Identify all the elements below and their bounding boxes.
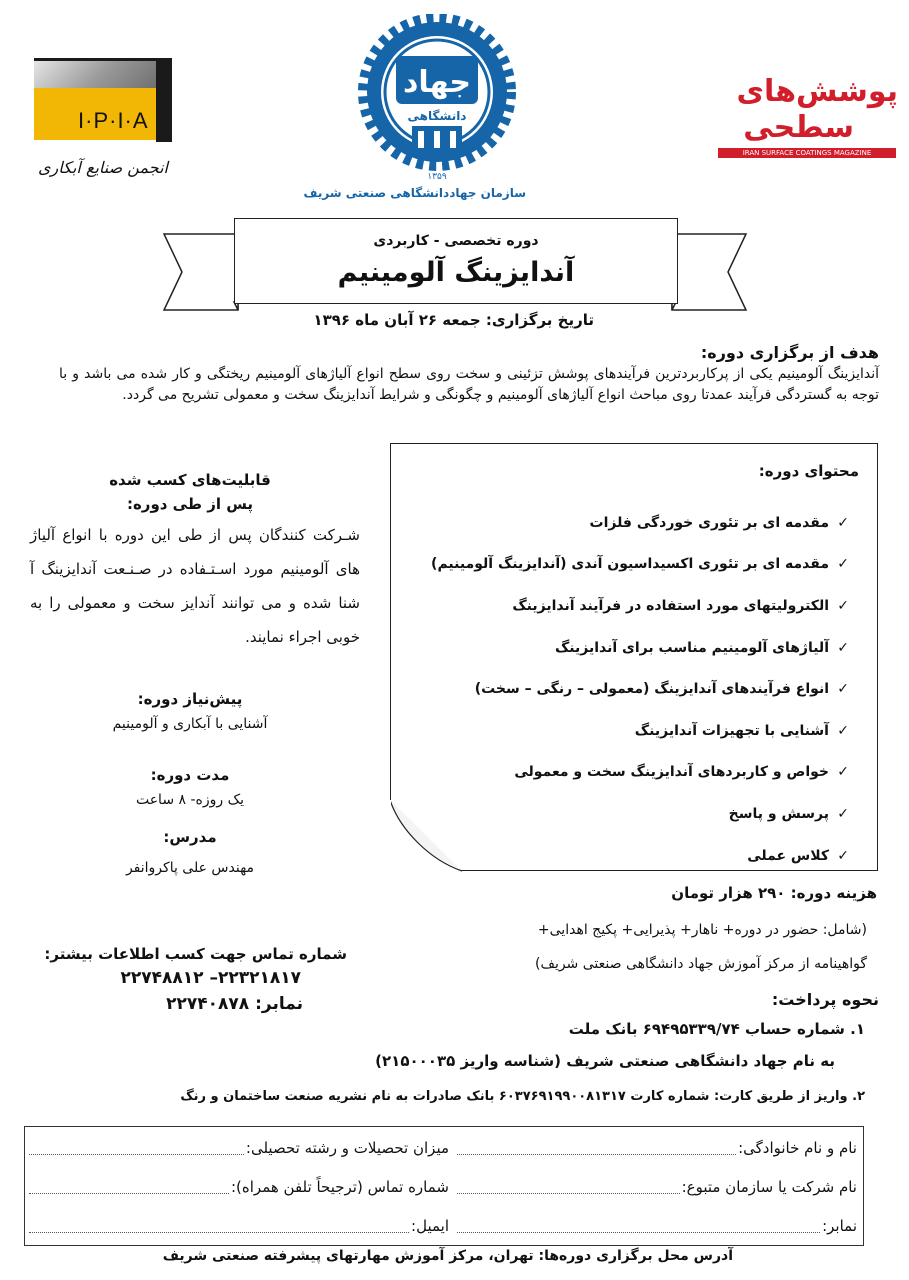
email-label: ایمیل: xyxy=(411,1217,449,1235)
contact-heading: شماره تماس جهت کسب اطلاعات بیشتر: xyxy=(44,945,347,963)
banner-center xyxy=(234,218,678,304)
teacher-text: مهندس علی پاکروانفر xyxy=(125,860,255,876)
ipia-logo-text: I·P·I·A xyxy=(78,108,149,133)
phone-field[interactable] xyxy=(29,1168,449,1206)
payment-method-1-detail: به نام جهاد دانشگاهی صنعتی شریف (شناسه واریز ۲۱۵۰۰۰۳۵) xyxy=(375,1052,835,1070)
list-item: ✓ پرسش و پاسخ xyxy=(728,805,849,822)
company-field[interactable] xyxy=(457,1168,857,1206)
magazine-logo-subtitle: IRAN SURFACE COATINGS MAGAZINE xyxy=(718,148,896,158)
list-item: ✓ مقدمه ای بر تئوری خوردگی فلزات xyxy=(589,514,849,531)
capabilities-text: شـرکت کنندگان پس از طی این دوره با انواع آلیاژ های آلومینیم مورد اسـتـفاده در صـنـعت آندایزینگ آ شنا شده و می توانند آندایز سخت و معمولی را به خوبی اجراء نمایند. xyxy=(30,526,360,646)
course-date: تاریخ برگزاری: جمعه ۲۶ آبان ماه ۱۳۹۶ xyxy=(313,311,594,329)
jahad-logo xyxy=(303,14,526,202)
content-list xyxy=(409,502,849,876)
goal-text: آندایزینگ آلومینیم یکی از پرکاربردترین فرآیندهای پوشش تزئینی و سخت روی سطح انواع آلیاژهای آلومینیم ریختگی و کار شده می باشد و با توجه به گستردگی فرآیند عمدتا روی مباحث انواع آلیاژهای آلومینیم و چگونگی و شرایط آندایزینگ سخت و معمولی تشریح می گردد. xyxy=(59,366,879,403)
jahad-year: ۱۳۵۹ xyxy=(427,172,447,182)
magazine-logo xyxy=(712,74,898,160)
name-label: نام و نام خانوادگی: xyxy=(738,1139,857,1157)
registration-form xyxy=(24,1126,864,1246)
list-item: ✓ کلاس عملی xyxy=(747,847,849,864)
prerequisite-text: آشنایی با آبکاری و آلومینیم xyxy=(112,716,268,732)
course-type: دوره تخصصی - کاربردی xyxy=(373,233,539,249)
form-row xyxy=(25,1168,863,1206)
check-icon: ✓ xyxy=(837,514,849,531)
page-curl-icon xyxy=(390,800,470,872)
payment-heading: نحوه پرداخت: xyxy=(771,990,879,1009)
magazine-logo-line1: پوشش‌های xyxy=(736,74,898,109)
fax-field[interactable] xyxy=(457,1207,857,1245)
contact-fax: نمابر: ۲۲۷۴۰۸۷۸ xyxy=(166,994,303,1014)
company-label: نام شرکت یا سازمان متبوع: xyxy=(681,1178,857,1196)
check-icon: ✓ xyxy=(837,805,849,822)
list-item: ✓ آلیاژهای آلومینیم مناسب برای آندایزینگ xyxy=(554,639,849,656)
check-icon: ✓ xyxy=(837,681,849,698)
fee-includes-line2: گواهینامه از مرکز آموزش جهاد دانشگاهی صنعتی شریف) xyxy=(534,956,867,972)
list-item: ✓ الکترولیتهای مورد استفاده در فرآیند آندایزینگ xyxy=(512,597,849,614)
ipia-logo xyxy=(34,58,174,193)
check-icon: ✓ xyxy=(837,639,849,656)
title-banner xyxy=(160,210,750,320)
list-item: ✓ مقدمه ای بر تئوری اکسیداسیون آندی (آندایزینگ آلومینیم) xyxy=(431,556,849,573)
list-item: ✓ خواص و کاربردهای آندایزینگ سخت و معمولی xyxy=(514,764,849,781)
email-field[interactable] xyxy=(29,1207,449,1245)
goal-heading: هدف از برگزاری دوره: xyxy=(700,343,879,362)
check-icon: ✓ xyxy=(837,597,849,614)
duration-heading: مدت دوره: xyxy=(150,766,230,784)
check-icon: ✓ xyxy=(837,847,849,864)
jahad-caption: سازمان جهاددانشگاهی صنعتی شریف xyxy=(303,186,526,200)
prerequisite-heading: پیش‌نیاز دوره: xyxy=(137,690,243,708)
duration-text: یک روزه- ۸ ساعت xyxy=(135,792,245,808)
fax-label: نمابر: xyxy=(822,1217,857,1235)
education-field[interactable] xyxy=(29,1129,449,1167)
ipia-caption: انجمن صنایع آبکاری xyxy=(38,158,168,177)
phone-label: شماره تماس (ترجیحاً تلفن همراه): xyxy=(230,1178,449,1196)
education-label: میزان تحصیلات و رشته تحصیلی: xyxy=(245,1139,449,1157)
jahad-logo-sub: دانشگاهی xyxy=(407,109,467,123)
contact-phones: ۲۲۳۲۱۸۱۷– ۲۲۷۴۸۸۱۲ xyxy=(120,968,301,988)
content-heading: محتوای دوره: xyxy=(758,462,859,480)
list-item: ✓ آشنایی با تجهیزات آندایزینگ xyxy=(634,722,849,739)
course-title: آندایزینگ آلومینیم xyxy=(337,257,575,288)
check-icon: ✓ xyxy=(837,722,849,739)
list-item: ✓ انواع فرآیندهای آندایزینگ (معمولی – رنگی – سخت) xyxy=(474,681,849,698)
venue-address: آدرس محل برگزاری دوره‌ها: تهران، مرکز آموزش مهارتهای پیشرفته صنعتی شریف xyxy=(162,1248,733,1264)
check-icon: ✓ xyxy=(837,556,849,573)
name-field[interactable] xyxy=(457,1129,857,1167)
course-fee: هزینه دوره: ۲۹۰ هزار تومان xyxy=(671,884,877,902)
teacher-heading: مدرس: xyxy=(163,828,217,846)
payment-method-2: ۲. واریز از طریق کارت: شماره کارت ۶۰۳۷۶۹۱۹۹۰۰۸۱۳۱۷ بانک صادرات به نام نشریه صنعت ساختمان و رنگ xyxy=(180,1089,865,1104)
capabilities-heading: قابلیت‌های کسب شده پس از طی دوره: xyxy=(109,471,271,513)
form-row xyxy=(25,1129,863,1167)
check-icon: ✓ xyxy=(837,764,849,781)
jahad-logo-name: جهاد xyxy=(402,65,472,100)
form-row xyxy=(25,1207,863,1245)
payment-method-1: ۱. شماره حساب ۶۹۴۹۵۳۳۹/۷۴ بانک ملت xyxy=(568,1020,865,1038)
fee-includes-line1: (شامل: حضور در دوره+ ناهار+ پذیرایی+ پکیج اهدایی+ xyxy=(537,922,867,938)
gear-emblem-icon xyxy=(356,14,518,172)
magazine-logo-line2: سطحی xyxy=(743,110,854,145)
